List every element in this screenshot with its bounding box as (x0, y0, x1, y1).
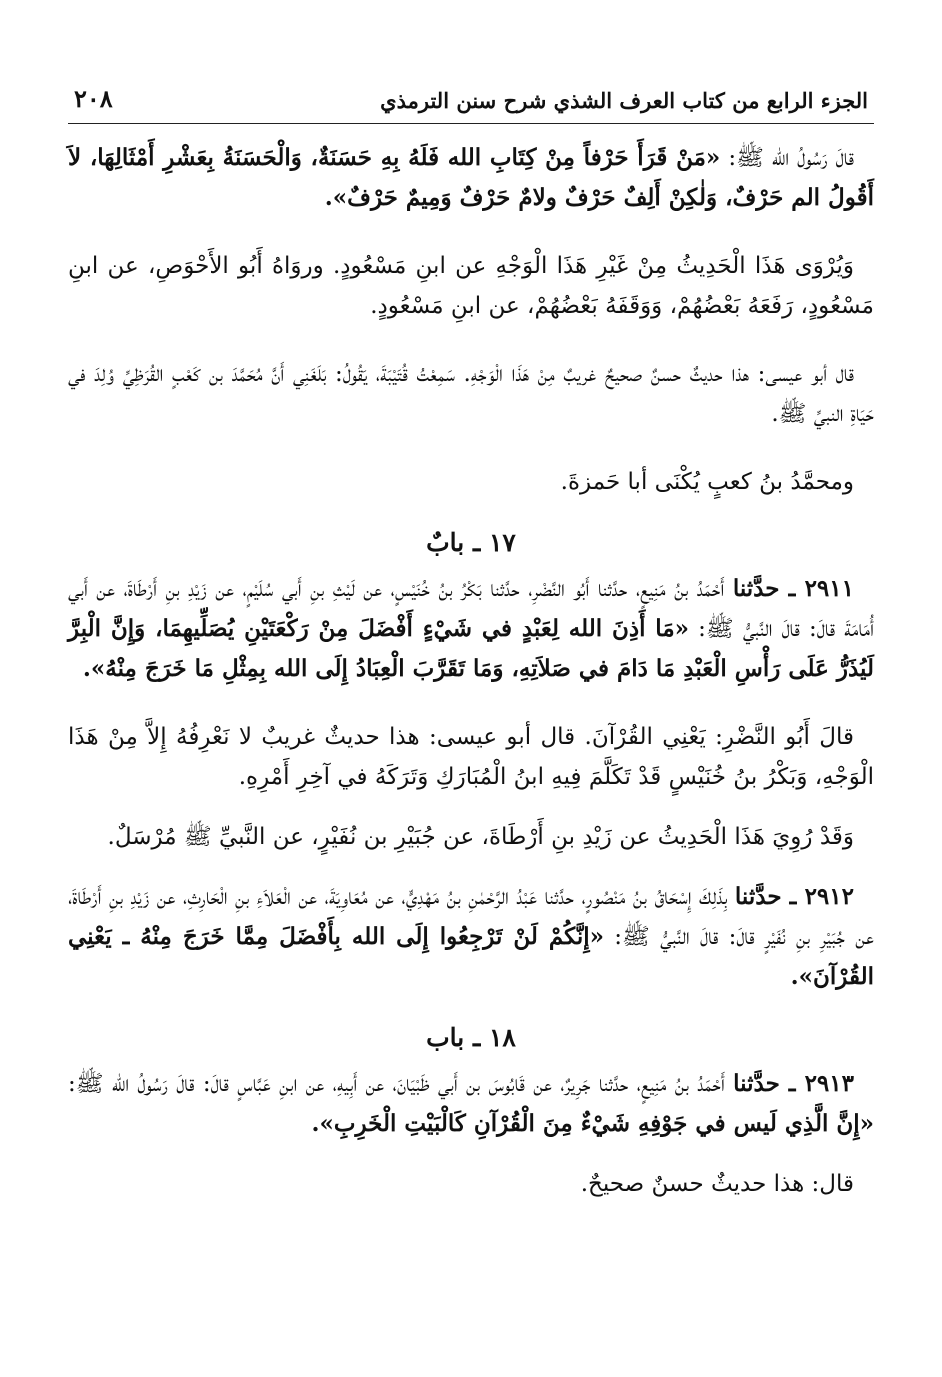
abu-nadr-comment: قالَ أَبُو النَّضْرِ: يَعْنِي القُرْآنَ. قال أبو عيسى: هذا حديثٌ غريبٌ لا نَعْرِفُهُ إِلاَّ مِنْ هَذَا الْوَجْهِ، وَبَكْرُ بنُ خُنَيْسٍ قَدْ تَكَلَّمَ فِيهِ ابنُ الْمُبَارَكِ وَتَرَكَهُ في آخِرِ أَمْرِهِ. (68, 724, 874, 790)
hadith-1-matn: «مَنْ قَرَأَ حَرْفاً مِنْ كِتَابِ الله فَلَهُ بِهِ حَسَنَةٌ، وَالْحَسَنَةُ بِعَشْرِ أَمْثَالِهَا، لاَ أَقُولُ الم حَرْفٌ، وَلٰكِنْ أَلِفٌ حَرْفٌ ولامٌ حَرْفٌ وَمِيمٌ حَرْفٌ». (68, 144, 874, 211)
kunya-note: ومحمَّدُ بنُ كعبٍ يُكْنَى أبا حَمزةَ. (560, 469, 854, 495)
hadith-2912-isnad: بِذَلِكَ إِسْحَاقُ بنُ مَنْصُورٍ، حدَّثنا عَبْدُ الرَّحْمٰنِ بنُ مَهْدِيٍّ، عن مُعَاوِيَةَ، عن الْعَلاَءِ بنِ الْحَارِثِ، عن زَيْدِ بنِ أَرْطَاةَ، عن جُبَيْرِ بنِ نُفَيْرٍ قالَ: قالَ النَّبيُّ ﷺ: (68, 884, 874, 950)
hadith-2912-matn: «إِنَّكُمْ لَنْ تَرْجِعُوا إِلَى الله بِأَفْضَلَ مِمَّا خَرَجَ مِنْهُ ـ يَعْنِي القُرْآنَ». (68, 923, 874, 990)
running-title: الجزء الرابع من كتاب العرف الشذي شرح سنن الترمذي (380, 88, 868, 113)
hadith-2911 (68, 569, 874, 689)
chapter-heading-18: ١٨ ـ باب (426, 1023, 516, 1052)
hadith-text-1 (68, 138, 874, 218)
abu-isa-comment-1: قال أبو عيسى: هذا حديثٌ حسنٌ صحيحٌ غريبٌ مِنْ هَذَا الْوَجْهِ. سَمِعْتُ قُتَيْبَةَ، يَقُولُ: بَلَغَنِي أَنَّ مُحَمَّدَ بن كَعْبٍ القُرَظِيِّ وُلِدَ في حَيَاةِ النبيِّ ﷺ. (68, 361, 874, 427)
narration-note-1: وَيُرْوَى هَذَا الْحَدِيثُ مِنْ غَيْرِ هَذَا الْوَجْهِ عن ابنِ مَسْعُودٍ. وروَاهُ أَبُو الأَحْوَصِ، عن ابنِ مَسْعُودٍ، رَفَعَهُ بَعْضُهُمْ، وَوَقَفَهُ بَعْضُهُمْ، عن ابنِ مَسْعُودٍ. (68, 253, 874, 319)
hadith-2913 (68, 1064, 874, 1144)
hadith-1-intro: قالَ رَسُولُ الله ﷺ: (720, 145, 854, 171)
page-number: ٢٠٨ (74, 84, 113, 113)
hadith-2911-number: ٢٩١١ ـ حدَّثنا (732, 575, 854, 602)
hadith-2911-isnad: أَحْمَدُ بنُ مَنِيعٍ، حدَّثنا أَبُو النَّضْرِ، حدَّثنا بَكْرُ بنُ خُنَيْسٍ، عن لَيْثِ بنِ أَبي سُلَيْمٍ، عن زَيْدِ بنِ أَرْطَاةَ، عن أَبي أُمَامَةَ قالَ: قالَ النَّبيُّ ﷺ: (68, 576, 874, 642)
hadith-2912-number: ٢٩١٢ ـ حدَّثنا (734, 883, 854, 910)
page-header (68, 84, 874, 124)
hadith-2912 (68, 877, 874, 997)
mursal-note: وَقَدْ رُوِيَ هَذَا الْحَدِيثُ عن زَيْدِ بنِ أَرْطَاةَ، عن جُبَيْرِ بن نُفَيْرٍ، عن النَّبيِّ ﷺ مُرْسَلٌ. (107, 824, 854, 850)
hadith-2913-isnad: أَحْمَدُ بنُ مَنِيعٍ، حدَّثنا جَرِيرٌ، عن قَابُوسَ بن أَبي ظَبْيَانَ، عن أَبِيهِ، عن ابنِ عَبَّاسٍ قالَ: قالَ رَسُولُ الله ﷺ: (68, 1071, 734, 1097)
chapter-heading-17: ١٧ ـ بابٌ (426, 528, 516, 557)
hadith-2913-number: ٢٩١٣ ـ حدَّثنا (733, 1070, 854, 1097)
final-grading: قال: هذا حديثٌ حسنٌ صحيحٌ. (580, 1171, 854, 1197)
hadith-2913-matn: «إِنَّ الَّذِي لَيس في جَوْفِهِ شَيْءٌ مِنَ الْقُرْآنِ كَالْبَيْتِ الْخَرِبِ». (311, 1110, 874, 1137)
hadith-2911-matn: «مَا أَذِنَ الله لِعَبْدٍ في شَيْءٍ أَفْضَلَ مِنْ رَكْعَتَيْنِ يُصَلِّيهِمَا، وَإِنَّ الْبِرَّ لَيُذَرُّ عَلَى رَأْسِ الْعَبْدِ مَا دَامَ في صَلاَتِهِ، وَمَا تَقَرَّبَ الْعِبَادُ إِلَى الله بِمِثْلِ مَا خَرَجَ مِنْهُ». (68, 615, 874, 682)
